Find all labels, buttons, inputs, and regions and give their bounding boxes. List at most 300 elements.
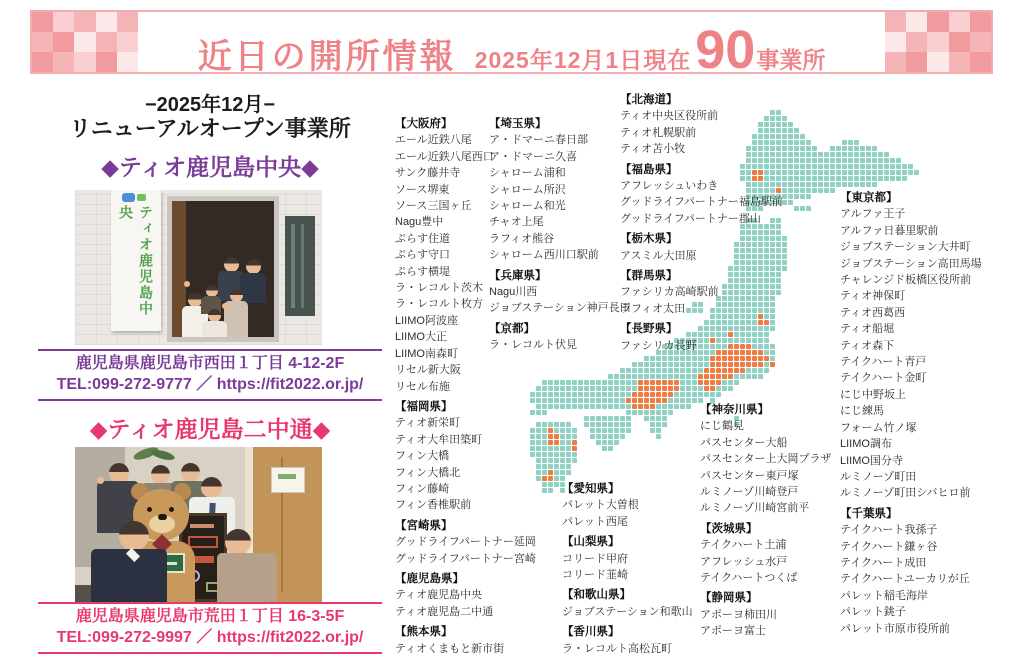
- map-dot: [596, 422, 601, 427]
- map-dot-new-office: [644, 380, 649, 385]
- map-dot: [788, 146, 793, 151]
- checker-cell: [885, 32, 906, 52]
- map-dot: [554, 386, 559, 391]
- office-item: Nagu豊中: [395, 216, 444, 229]
- office-item: ジョブステーション和歌山: [562, 605, 693, 618]
- office2-address: 鹿児島県鹿児島市荒田１丁目 16-3-5F: [75, 608, 345, 625]
- map-dot: [842, 170, 847, 175]
- map-dot: [686, 356, 691, 361]
- map-dot: [542, 398, 547, 403]
- map-dot: [542, 464, 547, 469]
- map-dot: [560, 476, 565, 481]
- map-dot: [860, 146, 865, 151]
- map-dot: [554, 404, 559, 409]
- office-item: ティオ札幌駅前: [620, 126, 697, 139]
- map-dot: [866, 164, 871, 169]
- map-dot-new-office: [728, 368, 733, 373]
- office-item: ア・ドマーニ久喜: [489, 150, 577, 163]
- map-dot-new-office: [662, 386, 667, 391]
- checker-cell: [885, 52, 906, 72]
- map-dot-new-office: [704, 386, 709, 391]
- office-item: パレット大曽根: [562, 499, 639, 512]
- map-dot: [536, 452, 541, 457]
- map-dot: [596, 380, 601, 385]
- prefecture-header: 【鹿児島県】: [395, 572, 464, 585]
- person: [151, 465, 170, 484]
- office-item: テイクハート鎌ヶ谷: [840, 540, 938, 553]
- map-dot: [806, 140, 811, 145]
- map-dot-new-office: [644, 404, 649, 409]
- map-dot: [602, 404, 607, 409]
- checker-cell: [949, 32, 970, 52]
- checker-cell: [74, 52, 95, 72]
- office-item: ティオ鹿児島二中通: [395, 605, 494, 618]
- office-item: にじ鶴見: [700, 420, 744, 433]
- map-dot: [590, 416, 595, 421]
- map-dot: [548, 404, 553, 409]
- map-dot: [872, 152, 877, 157]
- office-item: パスセンター上大岡プラザ: [700, 453, 832, 466]
- map-dot: [848, 170, 853, 175]
- map-dot: [770, 356, 775, 361]
- prefecture-header: 【埼玉県】: [489, 118, 547, 130]
- map-dot: [698, 368, 703, 373]
- office-item: フィン大橋北: [395, 466, 461, 479]
- sign-logo-icon: [137, 194, 146, 201]
- map-dot: [626, 386, 631, 391]
- office-item: ソース堺東: [395, 183, 450, 196]
- map-dot: [794, 176, 799, 181]
- map-dot: [764, 368, 769, 373]
- map-dot: [794, 206, 799, 211]
- office1-address: 鹿児島県鹿児島市西田１丁目 4-12-2F: [75, 355, 345, 372]
- prefecture-header: 【群馬県】: [620, 270, 678, 283]
- map-dot: [536, 464, 541, 469]
- map-dot: [620, 386, 625, 391]
- map-dot: [548, 458, 553, 463]
- peace-sign-hand: [222, 303, 228, 309]
- map-dot: [590, 404, 595, 409]
- map-dot: [830, 170, 835, 175]
- office-item: ファシリカ高崎駅前: [620, 286, 719, 299]
- map-dot: [650, 410, 655, 415]
- map-dot: [584, 404, 589, 409]
- map-dot: [800, 188, 805, 193]
- map-dot: [734, 380, 739, 385]
- map-dot: [692, 374, 697, 379]
- map-dot: [578, 398, 583, 403]
- map-dot-new-office: [662, 380, 667, 385]
- checker-cell: [32, 12, 53, 32]
- map-dot: [542, 404, 547, 409]
- map-dot-new-office: [632, 392, 637, 397]
- map-dot: [560, 398, 565, 403]
- map-dot: [662, 356, 667, 361]
- map-dot: [566, 428, 571, 433]
- office-item: アルファ王子: [840, 208, 906, 221]
- map-dot: [632, 386, 637, 391]
- map-dot: [536, 398, 541, 403]
- map-dot: [812, 182, 817, 187]
- map-dot: [812, 176, 817, 181]
- map-dot: [848, 152, 853, 157]
- checker-cell: [970, 32, 991, 52]
- map-dot: [662, 368, 667, 373]
- map-dot: [638, 374, 643, 379]
- map-dot: [596, 416, 601, 421]
- map-dot: [614, 422, 619, 427]
- map-dot: [656, 356, 661, 361]
- map-dot: [614, 416, 619, 421]
- map-dot-new-office: [716, 362, 721, 367]
- map-dot-new-office: [548, 440, 553, 445]
- office-item: ティオくまもと新市街: [395, 642, 505, 655]
- map-dot: [614, 404, 619, 409]
- map-dot: [896, 176, 901, 181]
- map-dot: [848, 158, 853, 163]
- map-dot: [656, 416, 661, 421]
- map-dot: [674, 404, 679, 409]
- map-dot: [632, 380, 637, 385]
- map-dot-new-office: [758, 362, 763, 367]
- office-item: アポーヨ柿田川: [700, 608, 777, 621]
- map-dot: [872, 146, 877, 151]
- office-item: にじ練馬: [840, 405, 884, 418]
- divider-line: [38, 399, 382, 401]
- office2-address-block: [22, 606, 398, 648]
- map-dot: [674, 368, 679, 373]
- map-dot: [662, 362, 667, 367]
- map-dot: [800, 182, 805, 187]
- map-dot: [686, 362, 691, 367]
- map-dot: [734, 374, 739, 379]
- map-dot: [746, 374, 751, 379]
- map-dot: [656, 404, 661, 409]
- map-dot: [794, 152, 799, 157]
- map-dot: [788, 200, 793, 205]
- map-dot: [614, 428, 619, 433]
- map-dot: [578, 392, 583, 397]
- map-dot: [620, 428, 625, 433]
- map-dot: [638, 410, 643, 415]
- map-dot: [836, 182, 841, 187]
- map-dot: [542, 446, 547, 451]
- map-dot: [854, 182, 859, 187]
- chalk-writing: [188, 536, 218, 548]
- map-dot: [872, 164, 877, 169]
- directory-column-hokkaido-tohoku: [620, 92, 783, 354]
- office-item: ア・ドマーニ春日部: [489, 134, 588, 147]
- map-dot: [644, 416, 649, 421]
- checker-cell: [927, 32, 948, 52]
- map-dot: [632, 410, 637, 415]
- person: [109, 463, 129, 483]
- map-dot: [830, 164, 835, 169]
- office-item: チャレンジド板橋区役所前: [840, 274, 972, 287]
- map-dot-new-office: [674, 386, 679, 391]
- map-dot: [554, 458, 559, 463]
- map-dot: [812, 152, 817, 157]
- map-dot: [632, 362, 637, 367]
- map-dot: [554, 476, 559, 481]
- office-item: パレット銚子: [840, 606, 906, 619]
- map-dot: [548, 452, 553, 457]
- person: [202, 321, 227, 337]
- map-dot-new-office: [554, 434, 559, 439]
- map-dot: [620, 416, 625, 421]
- office-item: フォーム竹ノ塚: [840, 421, 917, 434]
- map-dot: [584, 422, 589, 427]
- map-dot: [722, 386, 727, 391]
- map-dot: [590, 422, 595, 427]
- map-dot: [812, 158, 817, 163]
- office-item: テイクハートユーカリが丘: [840, 573, 970, 586]
- map-dot: [794, 182, 799, 187]
- map-dot: [560, 386, 565, 391]
- map-dot: [836, 164, 841, 169]
- map-dot: [596, 404, 601, 409]
- checker-cell: [74, 32, 95, 52]
- person: [217, 553, 277, 602]
- person: [119, 521, 149, 551]
- office-item: グッドライフパートナー福島駅前: [620, 196, 783, 209]
- office-item: パレット市原市役所前: [840, 622, 950, 635]
- map-dot: [584, 416, 589, 421]
- map-dot-new-office: [638, 392, 643, 397]
- map-dot: [554, 482, 559, 487]
- map-dot: [560, 422, 565, 427]
- map-dot: [866, 158, 871, 163]
- map-dot: [614, 380, 619, 385]
- map-dot: [890, 158, 895, 163]
- map-dot: [806, 194, 811, 199]
- building-sign: [111, 190, 161, 331]
- map-dot: [584, 398, 589, 403]
- teddy-bear-nose: [158, 514, 167, 520]
- map-dot: [830, 188, 835, 193]
- map-dot: [572, 392, 577, 397]
- divider-line: [38, 652, 382, 654]
- map-dot-new-office: [650, 398, 655, 403]
- map-dot: [566, 458, 571, 463]
- map-dot-new-office: [728, 374, 733, 379]
- map-dot: [860, 158, 865, 163]
- map-dot: [542, 488, 547, 493]
- checker-cell: [32, 32, 53, 52]
- map-dot-new-office: [656, 398, 661, 403]
- map-dot: [560, 446, 565, 451]
- directory-column-saitama-hyogo-kyoto: [489, 116, 631, 354]
- map-dot: [866, 170, 871, 175]
- office-photo-tio-kagoshima-nichudori: [75, 447, 322, 602]
- map-dot: [806, 206, 811, 211]
- checker-cell: [927, 52, 948, 72]
- map-dot: [620, 422, 625, 427]
- map-dot: [542, 386, 547, 391]
- map-dot: [548, 386, 553, 391]
- office-photo-tio-kagoshima-chuo: [75, 190, 322, 345]
- office-item: コリード甲府: [562, 552, 628, 565]
- map-dot: [788, 182, 793, 187]
- checker-cell: [906, 32, 927, 52]
- map-dot: [548, 464, 553, 469]
- map-dot: [626, 422, 631, 427]
- prefecture-header: 【香川県】: [562, 626, 620, 639]
- map-dot: [854, 140, 859, 145]
- map-dot: [812, 170, 817, 175]
- map-dot: [542, 380, 547, 385]
- office-item: テイクハート土浦: [700, 539, 787, 552]
- map-dot: [542, 392, 547, 397]
- map-dot: [674, 362, 679, 367]
- map-dot: [890, 176, 895, 181]
- map-dot: [824, 176, 829, 181]
- map-dot-new-office: [764, 356, 769, 361]
- page-title: 近日の開所情報: [197, 38, 457, 76]
- window-reflection: [291, 224, 295, 308]
- map-dot: [884, 176, 889, 181]
- directory-column-tokyo-chiba: [840, 190, 982, 637]
- office-item: ぷらす住道: [395, 232, 450, 245]
- checker-cell: [906, 52, 927, 72]
- map-dot: [644, 410, 649, 415]
- office-item: ラ・レコルト茨木: [395, 282, 483, 295]
- map-dot: [536, 386, 541, 391]
- map-dot: [566, 398, 571, 403]
- map-dot-new-office: [668, 386, 673, 391]
- map-dot: [788, 122, 793, 127]
- map-dot-new-office: [626, 398, 631, 403]
- map-dot: [554, 380, 559, 385]
- map-dot: [686, 404, 691, 409]
- map-dot-new-office: [746, 356, 751, 361]
- plant-leaf: [150, 448, 175, 462]
- map-dot: [698, 392, 703, 397]
- map-dot: [704, 392, 709, 397]
- checker-cell: [885, 12, 906, 32]
- map-dot-new-office: [722, 362, 727, 367]
- map-dot: [668, 356, 673, 361]
- map-dot: [884, 170, 889, 175]
- office-item: フィン大橋: [395, 450, 450, 463]
- map-dot-new-office: [638, 380, 643, 385]
- map-dot: [860, 182, 865, 187]
- office-item: グッドライフパートナー延岡: [395, 536, 536, 549]
- map-dot: [578, 380, 583, 385]
- map-dot: [686, 374, 691, 379]
- peace-sign-hand: [184, 281, 190, 287]
- door-plaque: [271, 467, 305, 493]
- prefecture-header: 【北海道】: [620, 94, 678, 106]
- map-dot: [680, 356, 685, 361]
- office-item: ジョブステーション高田馬場: [840, 257, 982, 270]
- divider-line: [38, 349, 382, 351]
- map-dot: [818, 170, 823, 175]
- map-dot: [656, 434, 661, 439]
- map-dot: [908, 164, 913, 169]
- map-dot-new-office: [638, 398, 643, 403]
- map-dot: [668, 410, 673, 415]
- map-dot: [644, 368, 649, 373]
- map-dot: [896, 158, 901, 163]
- map-dot: [680, 386, 685, 391]
- map-dot: [692, 380, 697, 385]
- office-item: ソース三国ヶ丘: [395, 200, 472, 213]
- map-dot: [692, 368, 697, 373]
- map-dot: [554, 422, 559, 427]
- map-dot-new-office: [668, 392, 673, 397]
- checker-cell: [96, 32, 117, 52]
- map-dot: [686, 398, 691, 403]
- checker-cell: [117, 52, 138, 72]
- map-dot: [794, 194, 799, 199]
- map-dot: [878, 152, 883, 157]
- office-item: グッドライフパートナー宮崎: [395, 552, 536, 565]
- office2-name: ◆ティオ鹿児島二中通◆: [89, 416, 331, 442]
- map-dot: [800, 194, 805, 199]
- map-dot: [824, 152, 829, 157]
- map-dot: [854, 176, 859, 181]
- map-dot: [878, 164, 883, 169]
- map-dot: [668, 362, 673, 367]
- map-dot-new-office: [656, 392, 661, 397]
- map-dot: [872, 170, 877, 175]
- map-dot: [884, 164, 889, 169]
- office-item: ティオ新栄町: [395, 417, 461, 430]
- office-item: ルミノーゾ町田シバヒロ前: [840, 487, 971, 500]
- map-dot: [608, 374, 613, 379]
- map-dot: [608, 392, 613, 397]
- window-interior: [172, 201, 274, 337]
- map-dot: [854, 146, 859, 151]
- map-dot-new-office: [632, 404, 637, 409]
- office-item: ティオ苫小牧: [620, 143, 686, 156]
- map-dot: [560, 470, 565, 475]
- map-dot: [758, 374, 763, 379]
- map-dot: [800, 164, 805, 169]
- map-dot: [542, 482, 547, 487]
- map-dot: [602, 392, 607, 397]
- office-item: ティオ森下: [840, 339, 895, 352]
- map-dot: [860, 164, 865, 169]
- map-dot: [560, 428, 565, 433]
- prefecture-header: 【大阪府】: [395, 118, 453, 130]
- prefecture-header: 【千葉県】: [840, 507, 898, 520]
- map-dot: [680, 368, 685, 373]
- map-dot: [692, 356, 697, 361]
- map-dot: [608, 440, 613, 445]
- map-dot: [806, 152, 811, 157]
- map-dot: [602, 440, 607, 445]
- office-item: シャローム所沢: [489, 183, 566, 196]
- map-dot: [698, 362, 703, 367]
- map-dot: [656, 374, 661, 379]
- map-dot: [800, 146, 805, 151]
- office-item: テイクハート我孫子: [840, 524, 938, 537]
- office1-contact: TEL:099-272-9777 ／ https://fit2022.or.jp/: [56, 376, 364, 393]
- map-dot-new-office: [710, 362, 715, 367]
- prefecture-header: 【福島県】: [620, 163, 678, 176]
- map-dot: [584, 386, 589, 391]
- map-dot: [884, 158, 889, 163]
- map-dot: [608, 386, 613, 391]
- map-dot: [542, 422, 547, 427]
- office-item: チャオ上尾: [489, 216, 544, 229]
- building-window: [167, 196, 279, 342]
- map-dot: [548, 398, 553, 403]
- office-item: ファシリカ長野: [620, 339, 697, 352]
- map-dot: [626, 416, 631, 421]
